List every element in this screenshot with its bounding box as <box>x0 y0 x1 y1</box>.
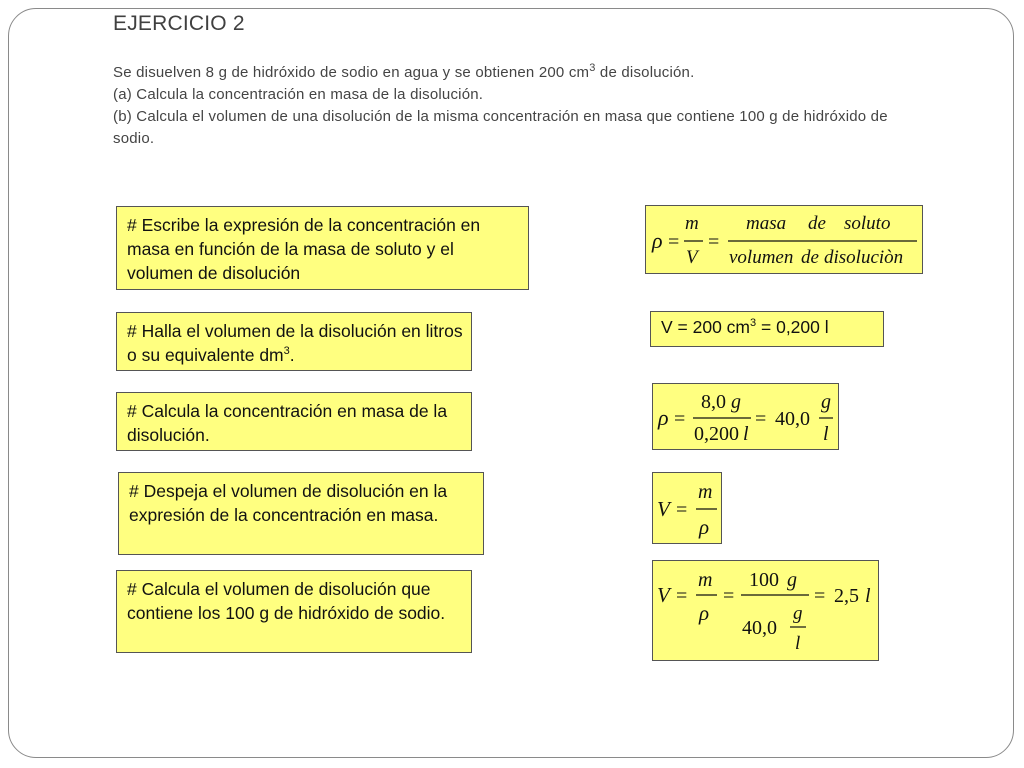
statement-line-2: (a) Calcula la concentración en masa de la disolución. <box>113 86 484 103</box>
f5-rho: ρ <box>699 601 710 625</box>
f4-V: V <box>657 497 670 521</box>
f5-den-unit-num: g <box>793 603 803 624</box>
f2-sup: 3 <box>750 317 757 330</box>
step-4-text: # Despeja el volumen de disolución en la expresión de la concentración en masa. <box>129 481 448 525</box>
step-box-4 <box>118 472 484 555</box>
formula-1-svg <box>646 206 924 275</box>
f2-text: V = 200 cm <box>661 317 751 337</box>
statement-line-1-end: de disolución. <box>595 64 695 81</box>
step-box-3 <box>116 392 472 451</box>
f3-den: 0,200 <box>694 423 739 445</box>
f1-m: m <box>685 213 699 234</box>
f2-end: = 0,200 l <box>756 317 829 337</box>
f1-volumen: volumen <box>729 247 794 268</box>
f4-rho: ρ <box>699 515 710 539</box>
f5-result-unit: l <box>865 585 871 607</box>
f3-res-num: g <box>821 391 831 413</box>
formula-volume-result <box>652 560 879 661</box>
f1-eq2: = <box>708 231 720 253</box>
statement-line-3: (b) Calcula el volumen de una disolución de la misma concentración en masa que contiene 100 g de hidróxido de sodio. <box>113 108 888 147</box>
f3-res-den: l <box>823 423 829 445</box>
f1-soluto: soluto <box>844 213 891 234</box>
f3-result: 40,0 <box>775 408 810 430</box>
formula-concentration-result <box>652 383 839 450</box>
f3-den-unit: l <box>743 423 749 445</box>
problem-statement <box>113 62 913 150</box>
step-2-text: # Halla el volumen de la disolución en litros o su equivalente dm <box>127 321 463 365</box>
formula-volume-isolated <box>652 472 722 544</box>
f5-eq2: = <box>723 585 735 607</box>
f1-de: de <box>808 213 826 234</box>
f5-num: 100 <box>749 569 779 591</box>
step-box-2 <box>116 312 472 371</box>
f5-eq3: = <box>814 585 826 607</box>
f1-rho: ρ <box>652 228 663 253</box>
step-box-5 <box>116 570 472 653</box>
f3-eq2: = <box>755 408 767 430</box>
f5-eq1: = <box>676 585 688 607</box>
f3-eq1: = <box>674 408 686 430</box>
formula-concentration-definition <box>645 205 923 274</box>
f1-masa: masa <box>746 213 787 234</box>
f1-eq1: = <box>668 231 680 253</box>
f4-eq: = <box>676 499 688 521</box>
f3-num-unit: g <box>731 391 741 413</box>
f4-m: m <box>698 481 713 503</box>
statement-line-1-sup: 3 <box>589 62 596 74</box>
f3-num: 8,0 <box>701 391 726 413</box>
statement-line-1-text: Se disuelven 8 g de hidróxido de sodio en agua y se obtienen 200 cm <box>113 64 590 81</box>
step-3-text: # Calcula la concentración en masa de la disolución. <box>127 401 448 445</box>
exercise-title: EJERCICIO 2 <box>113 12 245 35</box>
step-box-1 <box>116 206 529 290</box>
f5-V: V <box>657 583 670 607</box>
formula-volume-conversion <box>650 311 884 347</box>
f5-result: 2,5 <box>834 585 859 607</box>
f3-rho: ρ <box>658 405 669 430</box>
f5-den: 40,0 <box>742 617 777 639</box>
formula-5-svg <box>653 561 880 662</box>
f5-m: m <box>698 569 713 591</box>
f5-den-unit-den: l <box>795 633 801 654</box>
step-2-end: . <box>289 345 295 365</box>
step-2-sup: 3 <box>283 345 290 358</box>
formula-3-svg <box>653 384 840 451</box>
f1-de2: de <box>801 247 819 268</box>
step-1-text: # Escribe la expresión de la concentración en masa en función de la masa de soluto y el volumen de disolución <box>127 215 481 283</box>
statement-line-1 <box>113 62 913 84</box>
f1-disolucion: disoluciòn <box>824 247 904 268</box>
step-5-text: # Calcula el volumen de disolución que contiene los 100 g de hidróxido de sodio. <box>127 579 446 623</box>
formula-4-svg <box>653 473 723 545</box>
f5-num-unit: g <box>787 569 797 591</box>
f1-V: V <box>686 247 698 268</box>
